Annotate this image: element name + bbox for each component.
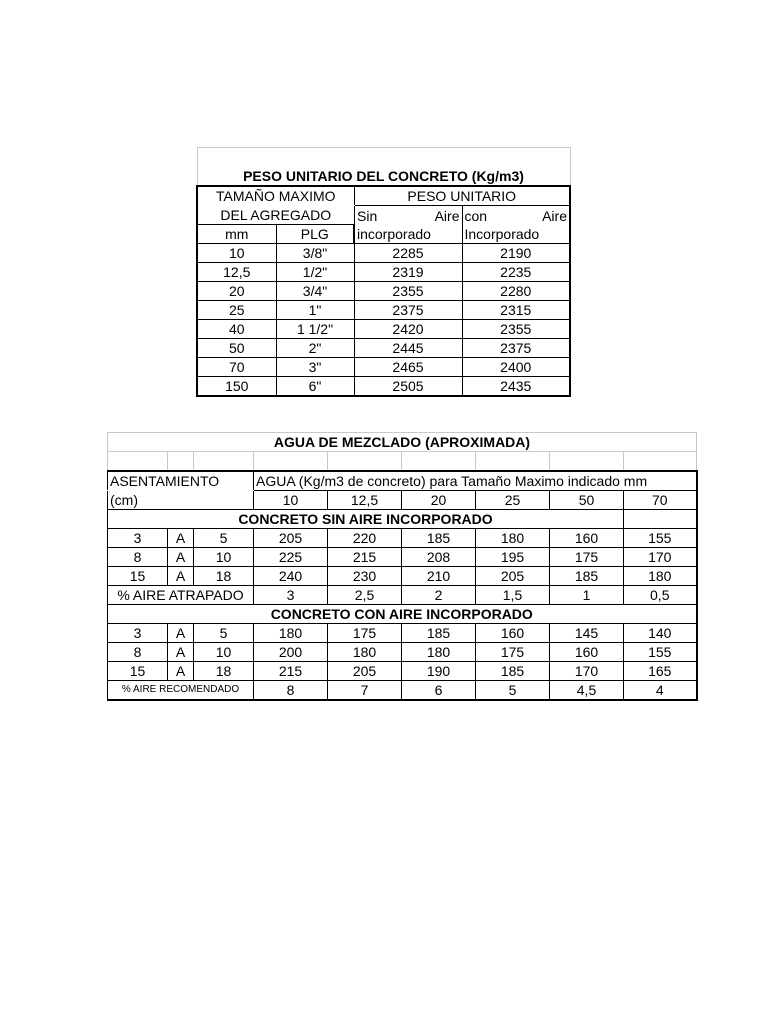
header-del-agregado: DEL AGREGADO (197, 206, 354, 225)
cell: 155 (624, 529, 697, 548)
header-peso-unitario: PESO UNITARIO (354, 186, 570, 206)
aire-recomendado-label: % AIRE RECOMENDADO (108, 681, 254, 701)
header-sin-aire-word1: Sin (357, 207, 378, 224)
table-row (108, 681, 697, 701)
table-row (197, 282, 570, 301)
cell: 10 (197, 244, 276, 263)
header-sin-aire-word2: Aire (434, 207, 460, 224)
cell: 0,5 (624, 586, 697, 605)
cell: 3/4" (276, 282, 354, 301)
cell: 50 (197, 339, 276, 358)
cell: 205 (254, 529, 328, 548)
cell: 155 (624, 643, 697, 662)
cell: 2435 (462, 377, 570, 397)
cell: 185 (402, 624, 476, 643)
empty-cell (624, 510, 697, 529)
cell: 2190 (462, 244, 570, 263)
cell: 20 (197, 282, 276, 301)
table-row (197, 244, 570, 263)
table-row (197, 377, 570, 397)
cell: 10 (194, 643, 254, 662)
cell: 2420 (354, 320, 462, 339)
cell: 165 (624, 662, 697, 681)
header-con-aire (462, 206, 570, 244)
cell: 8 (108, 548, 168, 567)
table-row (197, 339, 570, 358)
cell: 7 (328, 681, 402, 701)
cell: A (168, 662, 194, 681)
cell: 170 (624, 548, 697, 567)
cell: 1,5 (476, 586, 550, 605)
cell: 200 (254, 643, 328, 662)
cell: 3/8" (276, 244, 354, 263)
cell: 70 (197, 358, 276, 377)
cell: 3 (254, 586, 328, 605)
agua-mezclado-title: AGUA DE MEZCLADO (APROXIMADA) (108, 433, 697, 452)
cell: 185 (402, 529, 476, 548)
cell: 15 (108, 662, 168, 681)
cell: 12,5 (197, 263, 276, 282)
cell: 180 (402, 643, 476, 662)
cell: 6" (276, 377, 354, 397)
cell: 190 (402, 662, 476, 681)
cell: 2445 (354, 339, 462, 358)
cell: 150 (197, 377, 276, 397)
cell: 1" (276, 301, 354, 320)
cell: 25 (197, 301, 276, 320)
cell: 2375 (462, 339, 570, 358)
cell: 3 (108, 624, 168, 643)
cell: 175 (328, 624, 402, 643)
cell: 1 1/2" (276, 320, 354, 339)
header-tamano-maximo: TAMAÑO MAXIMO (197, 186, 354, 206)
cell: 160 (550, 643, 624, 662)
cell: A (168, 624, 194, 643)
cell: 208 (402, 548, 476, 567)
spacer-row (108, 452, 697, 472)
cell: 205 (328, 662, 402, 681)
cell: A (168, 548, 194, 567)
cell: 140 (624, 624, 697, 643)
cell: 2400 (462, 358, 570, 377)
table-row (108, 662, 697, 681)
cell: 180 (328, 643, 402, 662)
cell: 10 (194, 548, 254, 567)
cell: 160 (476, 624, 550, 643)
cell: 2465 (354, 358, 462, 377)
peso-unitario-table (196, 147, 571, 397)
header-asentamiento: ASENTAMIENTO (108, 471, 254, 491)
cell: 2280 (462, 282, 570, 301)
cell: 2355 (354, 282, 462, 301)
cell: 3" (276, 358, 354, 377)
cell: 2,5 (328, 586, 402, 605)
cell: 5 (194, 624, 254, 643)
size-50: 50 (550, 491, 624, 510)
size-10: 10 (254, 491, 328, 510)
cell: 18 (194, 567, 254, 586)
cell: A (168, 529, 194, 548)
cell: 2505 (354, 377, 462, 397)
header-con-aire-word1: con (464, 207, 488, 224)
cell: 205 (476, 567, 550, 586)
cell: 5 (194, 529, 254, 548)
header-con-aire-word3: Incorporado (464, 225, 540, 242)
cell: 4 (624, 681, 697, 701)
cell: 185 (476, 662, 550, 681)
cell: 215 (254, 662, 328, 681)
cell: 170 (550, 662, 624, 681)
table-row (108, 529, 697, 548)
section-con-aire: CONCRETO CON AIRE INCORPORADO (108, 605, 697, 624)
table-row (108, 624, 697, 643)
cell: 8 (108, 643, 168, 662)
cell: 2315 (462, 301, 570, 320)
table-row (108, 567, 697, 586)
cell: 220 (328, 529, 402, 548)
aire-atrapado-label: % AIRE ATRAPADO (108, 586, 254, 605)
cell: 3 (108, 529, 168, 548)
cell: A (168, 643, 194, 662)
cell: 5 (476, 681, 550, 701)
cell: 1 (550, 586, 624, 605)
cell: 180 (624, 567, 697, 586)
header-sin-aire (354, 206, 462, 244)
cell: 175 (550, 548, 624, 567)
cell: 2375 (354, 301, 462, 320)
cell: 180 (254, 624, 328, 643)
cell: 145 (550, 624, 624, 643)
header-con-aire-word2: Aire (542, 207, 567, 224)
header-sin-aire-word3: incorporado (357, 225, 431, 242)
cell: 4,5 (550, 681, 624, 701)
header-mm: mm (197, 225, 276, 244)
cell: 210 (402, 567, 476, 586)
agua-mezclado-table (107, 432, 698, 701)
cell: 6 (402, 681, 476, 701)
cell: 15 (108, 567, 168, 586)
table-row (197, 320, 570, 339)
peso-unitario-title: PESO UNITARIO DEL CONCRETO (Kg/m3) (197, 148, 570, 187)
section-sin-aire: CONCRETO SIN AIRE INCORPORADO (108, 510, 624, 529)
size-20: 20 (402, 491, 476, 510)
cell: 180 (476, 529, 550, 548)
table-row (108, 548, 697, 567)
cell: 195 (476, 548, 550, 567)
header-agua: AGUA (Kg/m3 de concreto) para Tamaño Maximo indicado mm (254, 471, 697, 491)
cell: 160 (550, 529, 624, 548)
size-70: 70 (624, 491, 697, 510)
cell: 2" (276, 339, 354, 358)
cell: 230 (328, 567, 402, 586)
cell: 18 (194, 662, 254, 681)
cell: 1/2" (276, 263, 354, 282)
cell: 185 (550, 567, 624, 586)
table-row (108, 586, 697, 605)
cell: A (168, 567, 194, 586)
size-12-5: 12,5 (328, 491, 402, 510)
cell: 2 (402, 586, 476, 605)
size-25: 25 (476, 491, 550, 510)
cell: 240 (254, 567, 328, 586)
table-row (108, 643, 697, 662)
cell: 225 (254, 548, 328, 567)
table-row (197, 301, 570, 320)
cell: 175 (476, 643, 550, 662)
header-cm: (cm) (108, 491, 254, 510)
cell: 2235 (462, 263, 570, 282)
cell: 2285 (354, 244, 462, 263)
cell: 215 (328, 548, 402, 567)
table-row (197, 358, 570, 377)
cell: 8 (254, 681, 328, 701)
header-plg: PLG (276, 225, 354, 244)
table-row (197, 263, 570, 282)
cell: 2319 (354, 263, 462, 282)
cell: 40 (197, 320, 276, 339)
cell: 2355 (462, 320, 570, 339)
